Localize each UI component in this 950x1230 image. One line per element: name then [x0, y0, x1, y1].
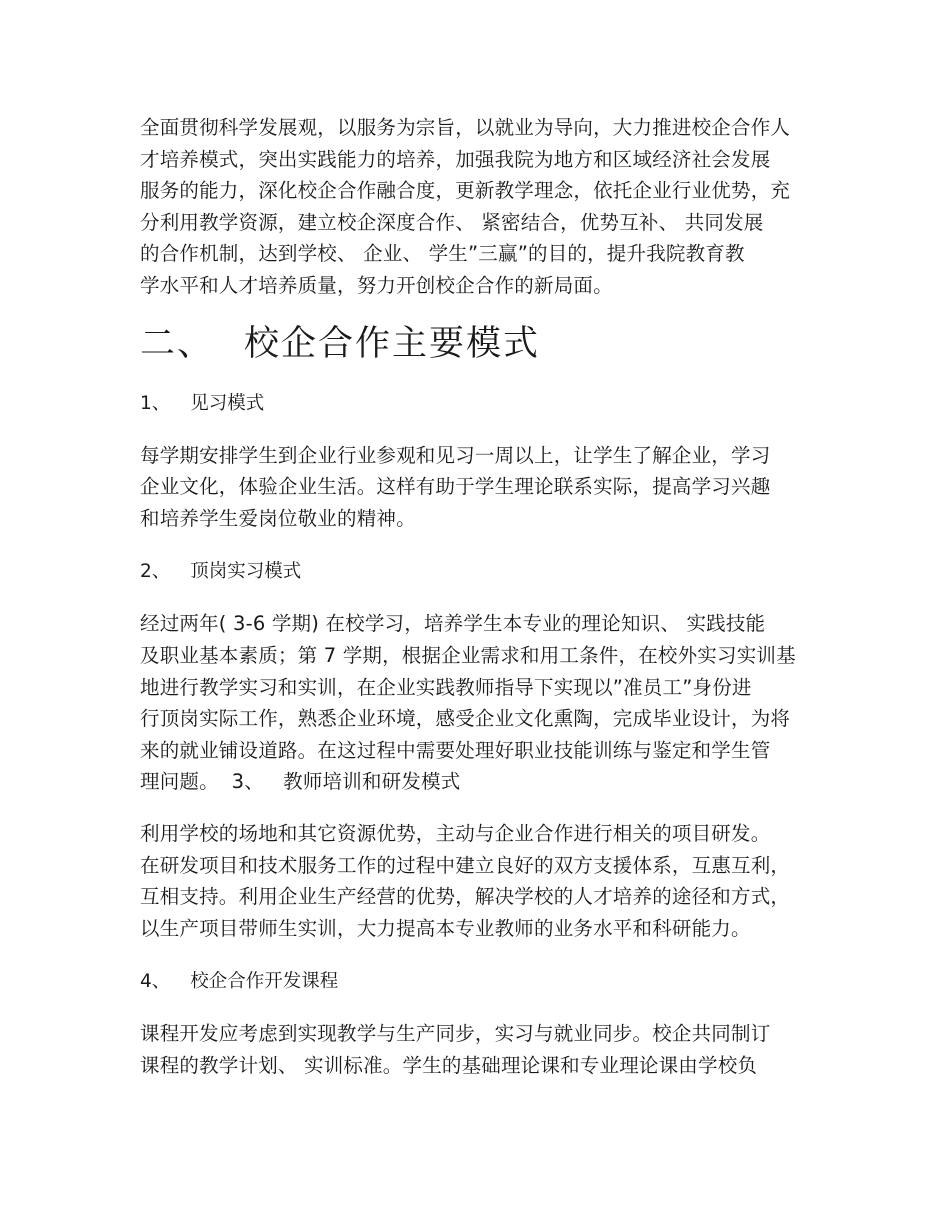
mode1-line: 企业文化，体验企业生活。这样有助于学生理论联系实际，提高学习兴趣: [140, 475, 771, 499]
mode1-heading: [140, 390, 816, 418]
intro-line: 学水平和人才培养质量，努力开创校企合作的新局面。: [140, 273, 613, 297]
mode2-line: 经过两年( 3-6 学期) 在校学习，培养学生本专业的理论知识、 实践技能: [140, 612, 766, 636]
mode1-paragraph: [140, 440, 816, 535]
intro-line: 分利用教学资源，建立校企深度合作、 紧密结合，优势互补、 共同发展: [140, 210, 764, 234]
mode2-number: 2、: [140, 561, 171, 583]
mode3-line: 互相支持。利用企业生产经营的优势，解决学校的人才培养的途径和方式，: [140, 885, 791, 909]
mode2-line: 地进行教学实习和实训，在企业实践教师指导下实现以”准员工”身份进: [140, 675, 752, 699]
mode3-title: 教师培训和研发模式: [283, 770, 461, 794]
mode3-paragraph: [140, 818, 816, 944]
mode1-line: 每学期安排学生到企业行业参观和见习一周以上，让学生了解企业，学习: [140, 443, 771, 467]
mode3-number: 3、: [231, 770, 264, 794]
mode2-line: 及职业基本素质；第 7 学期，根据企业需求和用工条件，在校外实习实训基: [140, 643, 796, 667]
intro-line: 全面贯彻科学发展观，以服务为宗旨，以就业为导向，大力推进校企合作人: [140, 116, 791, 139]
mode4-title: 校企合作开发课程: [190, 971, 339, 993]
mode2-last-line: [140, 766, 816, 798]
section-title: 校企合作主要模式: [244, 323, 541, 364]
mode2-title: 顶岗实习模式: [190, 561, 302, 583]
section-heading: [140, 322, 816, 366]
intro-line: 服务的能力，深化校企合作融合度，更新教学理念，依托企业行业优势，充: [140, 179, 791, 203]
intro-line: 的合作机制，达到学校、 企业、 学生”三赢”的目的，提升我院教育教: [140, 242, 745, 266]
mode4-line: 课程的教学计划、 实训标准。学生的基础理论课和专业理论课由学校负: [140, 1053, 758, 1077]
section-number: 二、: [140, 323, 215, 364]
mode1-number: 1、: [140, 392, 171, 414]
mode3-line: 在研发项目和技术服务工作的过程中建立良好的双方支援体系，互惠互利，: [140, 853, 791, 877]
mode2-last-line-text: 理问题。: [140, 770, 219, 794]
mode4-number: 4、: [140, 971, 171, 993]
mode3-line: 以生产项目带师生实训，大力提高本专业教师的业务水平和科研能力。: [140, 916, 751, 940]
mode4-line: 课程开发应考虑到实现教学与生产同步，实习与就业同步。校企共同制订: [140, 1022, 771, 1046]
mode2-paragraph: [140, 608, 816, 798]
mode4-heading: [140, 968, 816, 996]
mode2-heading: [140, 558, 816, 586]
mode2-line: 来的就业铺设道路。在这过程中需要处理好职业技能训练与鉴定和学生管: [140, 738, 771, 762]
document-page: [140, 112, 816, 1081]
mode3-line: 利用学校的场地和其它资源优势，主动与企业合作进行相关的项目研发。: [140, 821, 771, 845]
mode1-title: 见习模式: [190, 392, 265, 414]
intro-paragraph: [140, 112, 816, 302]
mode2-line: 行顶岗实际工作，熟悉企业环境，感受企业文化熏陶，完成毕业设计，为将: [140, 707, 791, 731]
intro-line: 才培养模式，突出实践能力的培养，加强我院为地方和区域经济社会发展: [140, 147, 771, 171]
mode1-line: 和培养学生爱岗位敬业的精神。: [140, 506, 416, 530]
mode4-paragraph: [140, 1018, 816, 1081]
